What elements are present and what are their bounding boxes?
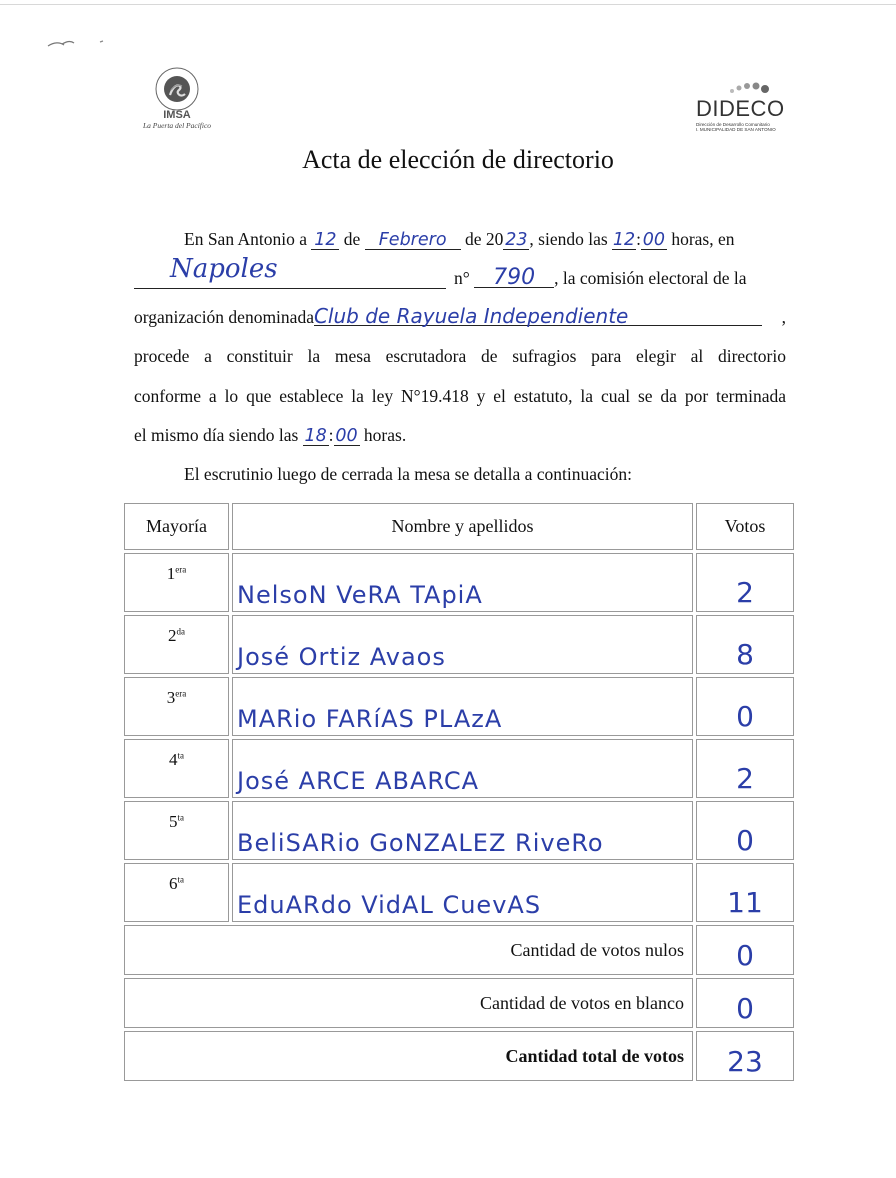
table-row — [124, 553, 794, 612]
imsa-tagline: La Puerta del Pacífico — [142, 121, 212, 130]
total-value-cell[interactable]: 23 — [696, 1031, 794, 1081]
dideco-municipality: I. MUNICIPALIDAD DE SAN ANTONIO — [696, 127, 776, 132]
paragraph-line-5: conforme a lo que establece la ley N°19.418 y el estatuto, la cual se da por terminada — [134, 386, 786, 406]
text-number-label: n° — [454, 268, 470, 288]
votes-cell[interactable]: 8 — [696, 615, 794, 674]
page-top-edge — [0, 4, 896, 5]
paragraph-line-1 — [184, 229, 786, 250]
text-horas: horas. — [363, 425, 407, 445]
organization-name-field[interactable]: Club de Rayuela Independiente — [314, 307, 762, 326]
paragraph-line-7: El escrutinio luego de cerrada la mesa se detalla a continuación: — [184, 464, 633, 484]
nulos-label: Cantidad de votos nulos — [124, 925, 693, 975]
table-header-row — [124, 503, 794, 550]
pen-scribble-mark — [46, 36, 116, 52]
header-votos: Votos — [696, 503, 794, 550]
year-field[interactable]: 23 — [505, 230, 528, 250]
time-colon-end: : — [328, 425, 334, 445]
text-siendo: , siendo las — [529, 229, 608, 249]
candidate-name-cell[interactable]: José Ortiz Avaos — [232, 615, 693, 674]
candidate-name-cell[interactable]: José ARCE ABARCA — [232, 739, 693, 798]
blanco-label: Cantidad de votos en blanco — [124, 978, 693, 1028]
blanco-value-cell[interactable]: 0 — [696, 978, 794, 1028]
rank-cell: $6^{ta}$ — [124, 863, 229, 922]
candidate-name-cell[interactable]: MARio FARíAS PLAzA — [232, 677, 693, 736]
start-minute-field[interactable]: 00 — [642, 230, 666, 250]
dideco-logo — [694, 76, 794, 136]
dideco-subtitle: Dirección de Desarrollo Comunitario — [696, 122, 770, 127]
rank-cell: $2^{da}$ — [124, 615, 229, 674]
text-de-year: de 20 — [465, 229, 504, 249]
page-title: Acta de elección de directorio — [302, 145, 614, 174]
day-field[interactable]: 12 — [311, 231, 339, 250]
table-row — [124, 801, 794, 860]
votes-cell[interactable]: 11 — [696, 863, 794, 922]
text-comma: , — [781, 307, 786, 327]
end-minute-field[interactable]: 00 — [335, 426, 358, 446]
month-field[interactable]: Febrero — [365, 231, 461, 250]
imsa-name: IMSA — [163, 109, 191, 121]
candidate-name-cell[interactable]: EduARdo VidAL CuevAS — [232, 863, 693, 922]
nulos-value-cell[interactable]: 0 — [696, 925, 794, 975]
text-org-label: organización denominada — [134, 307, 314, 327]
rank-cell: $4^{ta}$ — [124, 739, 229, 798]
table-row — [124, 739, 794, 798]
table-row — [124, 615, 794, 674]
dideco-name: DIDECO — [696, 96, 785, 121]
end-hour-field[interactable]: 18 — [304, 426, 327, 446]
text-comision: , la comisión electoral de la — [554, 268, 747, 288]
total-row — [124, 1031, 794, 1081]
text-de: de — [343, 229, 361, 249]
text-prefix: En San Antonio a — [184, 229, 307, 249]
blanco-row — [124, 978, 794, 1028]
text-horas-en: horas, en — [671, 229, 735, 249]
street-number-field[interactable]: 790 — [474, 269, 554, 288]
header-nombre: Nombre y apellidos — [232, 503, 693, 550]
votes-cell[interactable]: 0 — [696, 801, 794, 860]
rank-cell: $3^{era}$ — [124, 677, 229, 736]
total-label: Cantidad total de votos — [124, 1031, 693, 1081]
time-colon: : — [636, 229, 641, 249]
candidate-name-cell[interactable]: NelsoN VeRA TApiA — [232, 553, 693, 612]
table-row — [124, 677, 794, 736]
votes-cell[interactable]: 0 — [696, 677, 794, 736]
votes-cell[interactable]: 2 — [696, 739, 794, 798]
imsa-logo — [134, 66, 220, 140]
text-end-prefix: el mismo día siendo las — [134, 425, 299, 445]
votes-table — [121, 500, 797, 1084]
paragraph-line-2 — [454, 265, 786, 290]
paragraph-line-3 — [134, 304, 786, 328]
imsa-seal-icon — [151, 66, 203, 112]
nulos-row — [124, 925, 794, 975]
rank-cell: $1^{era}$ — [124, 553, 229, 612]
paragraph-line-6 — [134, 425, 786, 446]
start-hour-field[interactable]: 12 — [612, 230, 636, 250]
rank-cell: $5^{ta}$ — [124, 801, 229, 860]
paragraph-line-4: procede a constituir la mesa escrutadora de sufragios para elegir al directorio — [134, 346, 786, 366]
votes-cell[interactable]: 2 — [696, 553, 794, 612]
table-row — [124, 863, 794, 922]
candidate-name-cell[interactable]: BeliSARio GoNZALEZ RiveRo — [232, 801, 693, 860]
header-mayoria: Mayoría — [124, 503, 229, 550]
street-value: Napoles — [170, 254, 278, 284]
